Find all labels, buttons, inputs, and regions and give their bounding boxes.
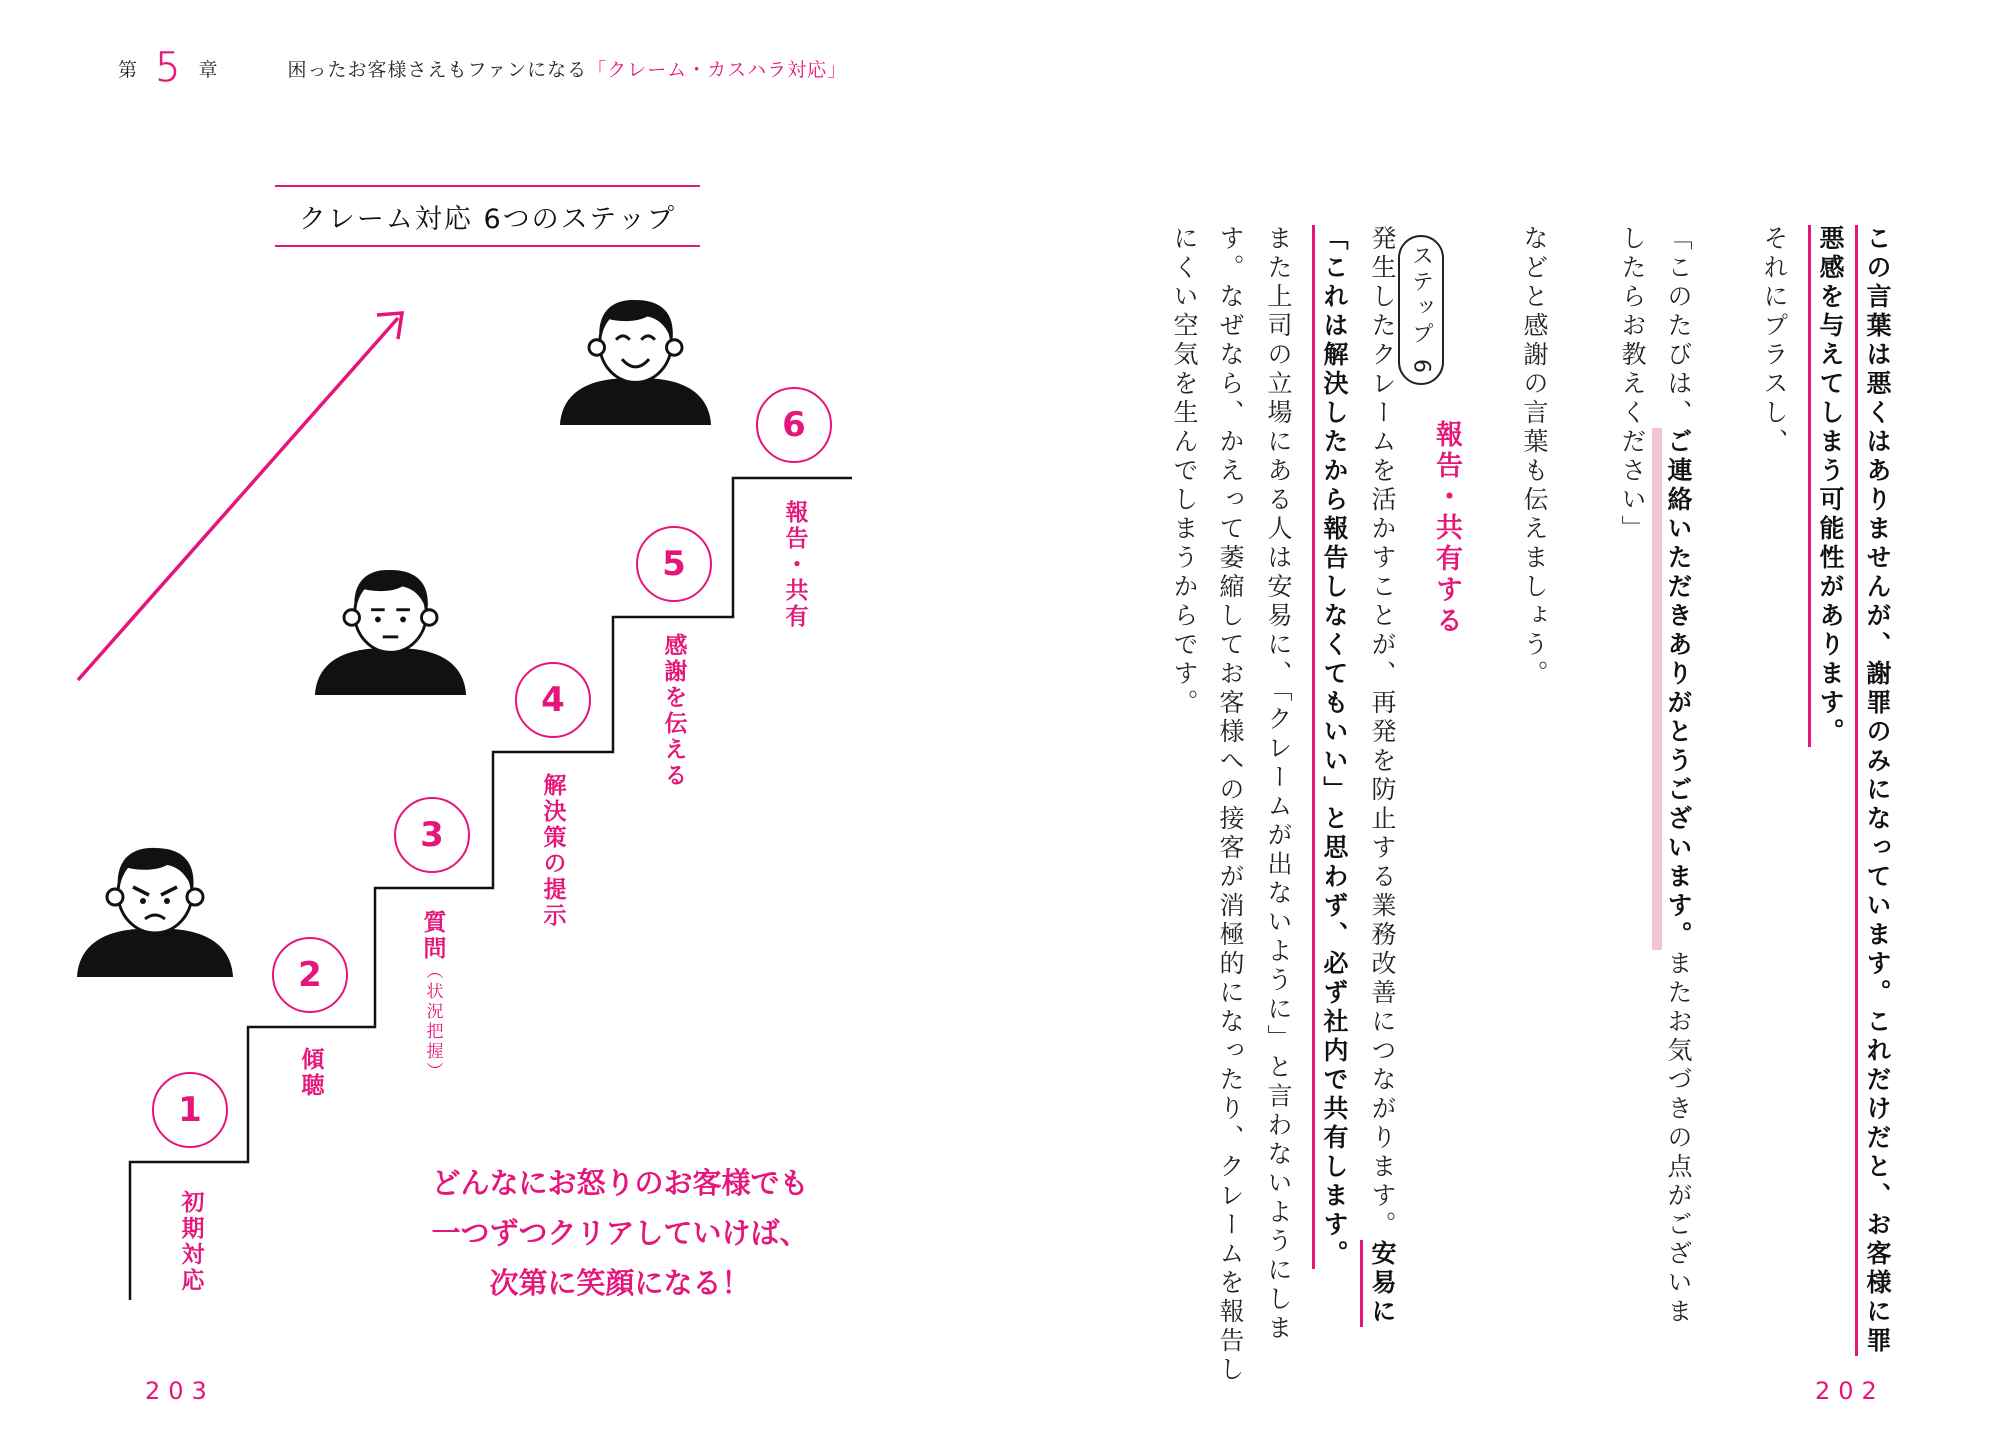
body-col-8-emph: 「これは解決したから報告しなくてもいい」と思わず、必ず社内で共有します。: [1312, 225, 1349, 1269]
body-col-7: [1370, 225, 1395, 1325]
step-number-1: 1: [152, 1072, 228, 1148]
body-col-4-a: 「このたびは、: [1664, 225, 1693, 428]
step-number-2: 2: [272, 937, 348, 1013]
smiling-face-icon: [558, 295, 713, 430]
body-col-10: す。なぜなら、かえって萎縮してお客様への接客が消極的になったり、クレームを報告し: [1216, 225, 1245, 1385]
chapter-number: 5: [155, 45, 181, 91]
body-col-1: [1863, 225, 1892, 1356]
body-col-6: などと感謝の言葉も伝えましょう。: [1520, 225, 1549, 689]
step-label-3-main: 質問: [419, 910, 446, 962]
step-number-4: 4: [515, 662, 591, 738]
chapter-prefix: 第: [118, 58, 138, 81]
chapter-suffix: 章: [198, 58, 218, 81]
slogan-line-2: 一つずつクリアしていけば、: [431, 1216, 809, 1250]
body-col-11: にくい空気を生んでしまうからです。: [1170, 225, 1199, 718]
slogan-line-3: 次第に笑顔になる！: [489, 1266, 751, 1300]
step-tag: ステップ 6: [1398, 235, 1444, 385]
step-tag-title: 報告・共有する: [1431, 420, 1462, 637]
step-label-3: [419, 910, 445, 1082]
chapter-title-plain: 困ったお客様さえもファンになる: [287, 58, 588, 81]
neutral-face-icon: [313, 565, 468, 700]
page-number-right: 202: [1815, 1377, 1885, 1405]
body-col-5: したらお教えください」: [1618, 225, 1647, 544]
body-col-2: [1818, 225, 1843, 1325]
body-col-3: それにプラスし、: [1760, 225, 1789, 457]
step-label-2: 傾聴: [297, 1047, 324, 1099]
step-label-1: 初期対応: [177, 1190, 204, 1294]
right-page: [1000, 0, 2000, 1446]
angry-face-icon: [75, 845, 235, 980]
body-col-4-emph: ご連絡いただきありがとうございます。: [1652, 428, 1693, 950]
page-number-left: 203: [145, 1377, 215, 1405]
body-col-7-a: 発生したクレームを活かすことが、再発を防止する業務改善につながります。: [1368, 225, 1397, 1240]
body-col-8: [1322, 225, 1347, 1325]
slogan: [400, 1158, 840, 1308]
chapter-title-highlight: 「クレーム・カスハラ対応」: [587, 58, 848, 81]
step-number-3: 3: [394, 797, 470, 873]
body-col-2-emph: 悪感を与えてしまう可能性があります。: [1808, 225, 1845, 747]
step-number-6: 6: [756, 387, 832, 463]
step-label-4: 解決策の提示: [539, 773, 566, 929]
step-label-5: 感謝を伝える: [660, 633, 687, 789]
figure-title: クレーム対応 6つのステップ: [275, 185, 700, 247]
body-col-1-emph: この言葉は悪くはありませんが、謝罪のみになっています。これだけだと、お客様に罪: [1855, 225, 1892, 1356]
step-label-3-sub: （状況把握）: [422, 962, 443, 1082]
body-col-4-c: またお気づきの点がございま: [1664, 950, 1693, 1327]
step-label-6: 報告・共有: [781, 500, 808, 630]
body-col-7-emph: 安易に: [1360, 1240, 1397, 1327]
body-col-9: また上司の立場にある人は安易に、「クレームが出ないように」と言わないようにしま: [1264, 225, 1293, 1344]
body-col-4: [1666, 225, 1691, 1325]
slogan-line-1: どんなにお怒りのお客様でも: [431, 1166, 809, 1200]
step-number-5: 5: [636, 526, 712, 602]
